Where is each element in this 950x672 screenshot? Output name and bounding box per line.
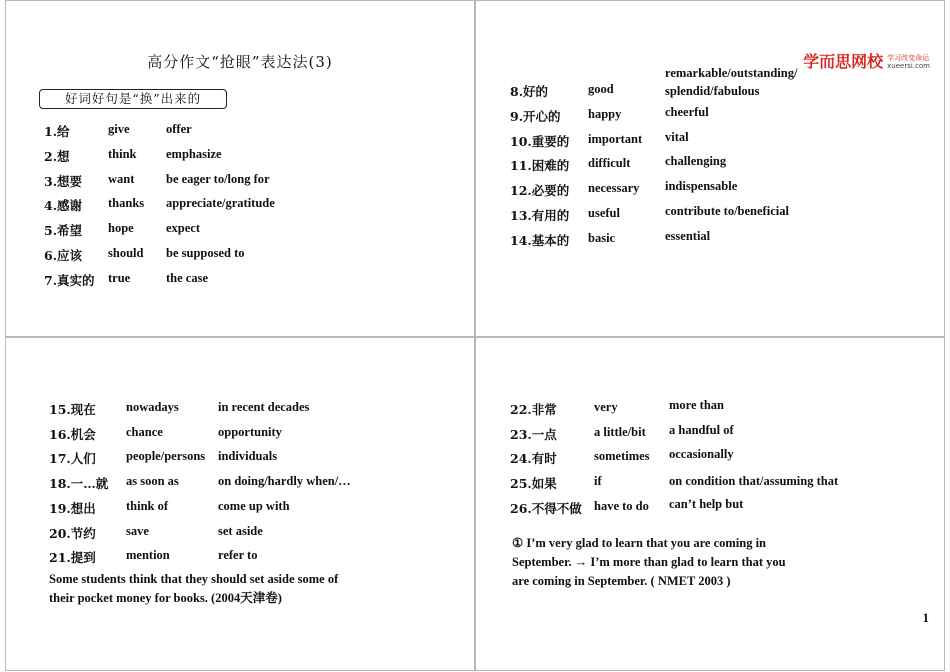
chinese-word: 21.提到 [49,550,96,565]
example-line: ① I’m very glad to learn that you are coming in [512,536,767,550]
logo-text: 学而思网校 [803,52,884,71]
logo-url: xueersi.com [887,62,930,70]
advanced-word: occasionally [669,447,734,461]
chinese-word: 1.给 [44,124,70,139]
basic-word: happy [588,107,622,121]
chinese-word: 25.如果 [510,476,557,491]
basic-word: want [108,172,135,186]
advanced-word: come up with [218,499,290,513]
basic-word: should [108,246,144,260]
advanced-word: expect [166,221,201,235]
advanced-word: set aside [218,524,263,538]
chinese-word: 4.感谢 [44,198,83,213]
advanced-word: cheerful [665,105,709,119]
chinese-word: 14.基本的 [510,233,570,248]
basic-word: chance [126,425,163,439]
chinese-word: 13.有用的 [510,208,570,223]
advanced-word: be eager to/long for [166,172,270,186]
advanced-word: remarkable/outstanding/ [665,66,798,80]
example-line: are coming in September. ( NMET 2003 ) [512,574,731,588]
basic-word: give [108,122,130,136]
chinese-word: 8.好的 [510,84,549,99]
basic-word: have to do [594,499,649,513]
advanced-word: a handful of [669,423,734,437]
advanced-word: refer to [218,548,258,562]
basic-word: as soon as [126,474,179,488]
slide-bottom-left [5,337,475,671]
chinese-word: 10.重要的 [510,134,570,149]
slide-top-right [475,0,945,337]
chinese-word: 6.应该 [44,248,83,263]
chinese-word: 24.有时 [510,451,557,466]
chinese-word: 22.非常 [510,402,557,417]
basic-word: useful [588,206,620,220]
basic-word: think [108,147,137,161]
chinese-word: 2.想 [44,149,70,164]
advanced-word: appreciate/gratitude [166,196,275,210]
advanced-word: on condition that/assuming that [669,474,839,488]
chinese-word: 15.现在 [49,402,96,417]
chinese-word: 18.一…就 [49,476,109,491]
advanced-word-cont: splendid/fabulous [665,84,760,98]
advanced-word: can’t help but [669,497,744,511]
advanced-word: the case [166,271,208,285]
basic-word: think of [126,499,169,513]
basic-word: sometimes [594,449,650,463]
page-number: 1 [922,610,929,625]
slide-title: 高分作文“抢眼”表达法(3) [147,53,333,71]
chinese-word: 7.真实的 [44,273,95,288]
advanced-word: essential [665,229,711,243]
advanced-word: contribute to/beneficial [665,204,789,218]
basic-word: if [594,474,602,488]
chinese-word: 23.一点 [510,427,557,442]
chinese-word: 3.想要 [44,174,83,189]
example-line: September. → I’m more than glad to learn that you [512,555,786,569]
chinese-word: 11.困难的 [510,158,570,173]
basic-word: good [588,82,614,96]
basic-word: very [594,400,618,414]
chinese-word: 17.人们 [49,451,96,466]
advanced-word: emphasize [166,147,222,161]
chinese-word: 9.开心的 [510,109,561,124]
xueersi-logo [803,49,930,72]
advanced-word: offer [166,122,192,136]
basic-word: basic [588,231,616,245]
basic-word: people/persons [126,449,206,463]
chinese-word: 19.想出 [49,501,96,516]
chinese-word: 16.机会 [49,427,96,442]
example-sentence [49,570,338,608]
advanced-word: more than [669,398,724,412]
advanced-word: vital [665,130,689,144]
advanced-word: opportunity [218,425,282,439]
basic-word: a little/bit [594,425,646,439]
example-line: their pocket money for books. (2004天津卷) [49,591,282,605]
basic-word: true [108,271,131,285]
basic-word: nowadays [126,400,179,414]
advanced-word: indispensable [665,179,738,193]
chinese-word: 26.不得不做 [510,501,582,516]
advanced-word: be supposed to [166,246,245,260]
slide-top-left [5,0,475,337]
advanced-word: individuals [218,449,278,463]
basic-word: save [126,524,149,538]
slide-bottom-right [475,337,945,671]
example-line: Some students think that they should set aside some of [49,572,339,586]
chinese-word: 12.必要的 [510,183,570,198]
logo-slogan: 学习改变命运 [887,54,930,62]
basic-word: hope [108,221,134,235]
chinese-word: 20.节约 [49,526,96,541]
basic-word: difficult [588,156,631,170]
subtitle-box: 好词好句是“换”出来的 [39,89,227,109]
basic-word: mention [126,548,170,562]
advanced-word: in recent decades [218,400,310,414]
advanced-word: on doing/hardly when/… [218,474,351,488]
advanced-word: challenging [665,154,727,168]
chinese-word: 5.希望 [44,223,83,238]
basic-word: important [588,132,643,146]
basic-word: necessary [588,181,640,195]
example-sentence [512,534,786,591]
basic-word: thanks [108,196,145,210]
